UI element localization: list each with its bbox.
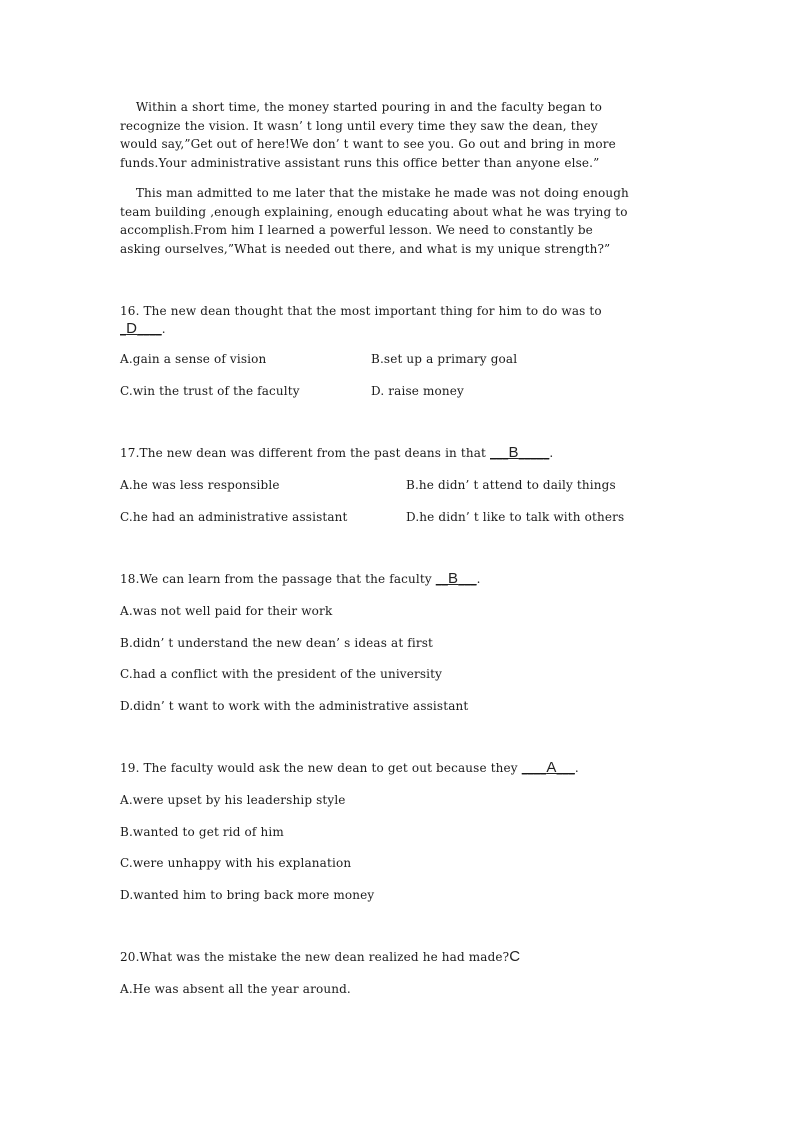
passage-paragraph-2 [120, 184, 676, 258]
option-d: D.wanted him to bring back more money [120, 888, 375, 902]
question-stem-end: . [476, 572, 481, 586]
question-stem-line: 16. The new dean thought that the most important thing for him to do was to [120, 304, 602, 318]
option-d: D.he didn’ t like to talk with others [406, 510, 625, 524]
question-19-stem [120, 759, 579, 777]
passage-paragraph-1 [120, 98, 676, 172]
passage-line: Within a short time, the money started pouring in and the faculty began to [120, 100, 603, 114]
option-b: B.didn’ t understand the new dean’ s ideas at first [120, 636, 433, 650]
option-d: D.didn’ t want to work with the administrative assistant [120, 699, 469, 713]
question-17-stem [120, 444, 553, 462]
answer-blank: ___ [458, 572, 477, 586]
option-b: B.he didn’ t attend to daily things [406, 478, 616, 492]
option-b: B.set up a primary goal [371, 352, 518, 366]
question-stem-end: . [161, 322, 166, 336]
question-stem-text: 19. The faculty would ask the new dean to get out because they [120, 761, 522, 775]
answer-blank: _____ [518, 446, 550, 460]
answer-letter: C [509, 948, 521, 965]
answer-blank: ____ [137, 322, 162, 336]
answer-blank: ___ [556, 761, 575, 775]
option-c: C.had a conflict with the president of the university [120, 667, 443, 681]
answer-letter: A [546, 759, 557, 776]
passage-line: asking ourselves,”What is needed out there, and what is my unique strength?” [120, 241, 611, 256]
question-20-stem [120, 948, 520, 966]
option-a: A.was not well paid for their work [120, 604, 333, 618]
passage-line: would say,”Get out of here!We don’ t want to see you. Go out and bring in more [120, 137, 616, 151]
answer-blank: ____ [521, 761, 547, 775]
option-d: D. raise money [371, 384, 464, 398]
option-a: A.were upset by his leadership style [120, 793, 346, 807]
question-stem-text: 17.The new dean was different from the past deans in that [120, 446, 490, 460]
option-c: C.he had an administrative assistant [120, 510, 348, 524]
question-16-stem [120, 302, 602, 338]
question-18-stem [120, 570, 481, 588]
question-stem-text: 18.We can learn from the passage that the faculty [120, 572, 436, 586]
answer-letter: B [508, 444, 519, 461]
option-b: B.wanted to get rid of him [120, 825, 284, 839]
answer-letter: D [126, 320, 138, 337]
passage-line: This man admitted to me later that the mistake he made was not doing enough [120, 186, 629, 200]
option-c: C.win the trust of the faculty [120, 384, 300, 398]
passage-line: recognize the vision. It wasn’ t long until every time they saw the dean, they [120, 118, 598, 133]
answer-blank: _ [120, 322, 127, 336]
question-stem-text: 20.What was the mistake the new dean realized he had made? [120, 950, 510, 964]
answer-letter: B [448, 570, 459, 587]
question-stem-end: . [574, 761, 579, 775]
option-c: C.were unhappy with his explanation [120, 856, 352, 870]
passage-line: funds.Your administrative assistant runs this office better than anyone else.” [120, 155, 600, 170]
option-a: A.he was less responsible [120, 478, 280, 492]
passage-line: accomplish.From him I learned a powerful lesson. We need to constantly be [120, 223, 593, 237]
option-a: A.gain a sense of vision [120, 352, 267, 366]
question-stem-end: . [549, 446, 554, 460]
answer-blank: ___ [490, 446, 509, 460]
passage-line: team building ,enough explaining, enough educating about what he was trying to [120, 204, 628, 219]
answer-blank: __ [435, 572, 449, 586]
option-a: A.He was absent all the year around. [120, 982, 351, 996]
